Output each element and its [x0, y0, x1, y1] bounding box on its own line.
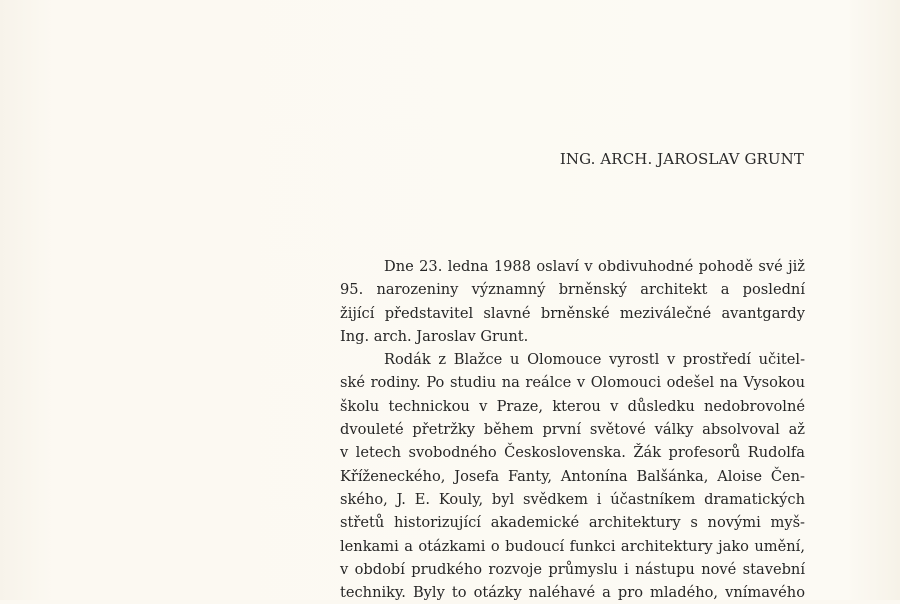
text-line: dvouleté přetržky během první světové války absolvoval až [340, 421, 805, 439]
text-line: střetů historizující akademické architektury s novými myš- [340, 514, 805, 532]
text-line: Kříženeckého, Josefa Fanty, Antonína Balšánka, Aloise Čen- [340, 467, 805, 485]
text-line: Ing. arch. Jaroslav Grunt. [340, 327, 529, 345]
text-line: v období prudkého rozvoje průmyslu i nástupu nové stavební [340, 560, 805, 578]
text-line: Dne 23. ledna 1988 oslaví v obdivuhodné pohodě své již [384, 258, 805, 275]
text-line: žijící představitel slavné brněnské meziválečné avantgardy [340, 304, 805, 322]
text-line: školu technickou v Praze, kterou v důsledku nedobrovolné [340, 397, 805, 415]
text-line: 95. narozeniny významný brněnský architekt a poslední [340, 281, 805, 299]
text-line: techniky. Byly to otázky naléhavé a pro mladého, vnímavého [340, 584, 805, 602]
text-line: ského, J. E. Kouly, byl svědkem i účastníkem dramatických [340, 490, 805, 508]
text-line: lenkami a otázkami o budoucí funkci architektury jako umění, [340, 537, 805, 555]
text-line: ské rodiny. Po studiu na reálce v Olomouci odešel na Vysokou [340, 374, 805, 392]
text-line: Rodák z Blažce u Olomouce vyrostl v prostředí učitel- [384, 351, 805, 369]
article-heading: ING. ARCH. JAROSLAV GRUNT [559, 150, 804, 168]
text-line: v letech svobodného Československa. Žák profesorů Rudolfa [340, 444, 805, 462]
article-body [340, 255, 805, 604]
